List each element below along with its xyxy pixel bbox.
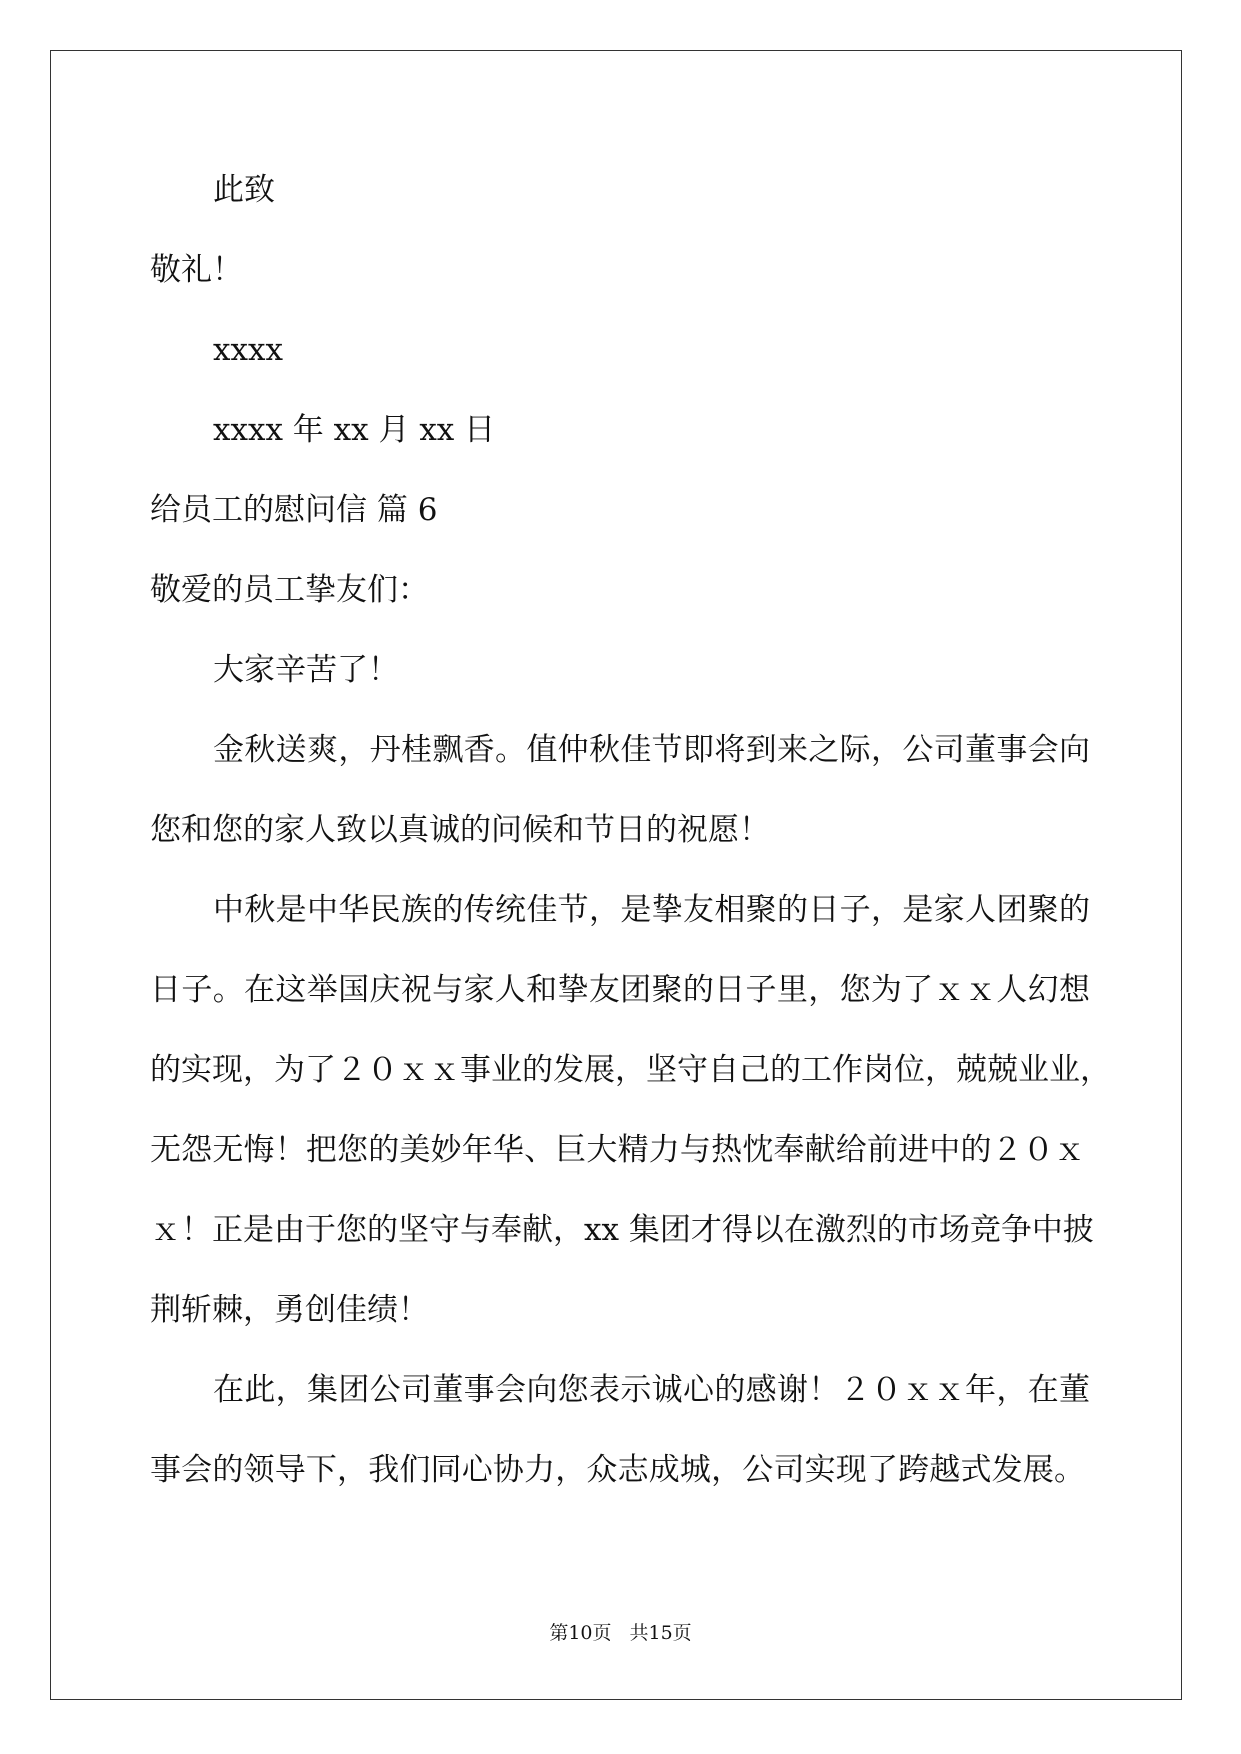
greeting: 敬爱的员工挚友们： — [150, 572, 429, 608]
paragraph-line: 您和您的家人致以真诚的问候和节日的祝愿！ — [150, 812, 770, 848]
paragraph-line: 日子。在这举国庆祝与家人和挚友团聚的日子里，您为了ｘｘ人幻想 — [150, 972, 1090, 1008]
paragraph-line: 无怨无悔！把您的美妙年华、巨大精力与热忱奉献给前进中的２０ｘ — [150, 1132, 1085, 1168]
closing-salutation: 此致 — [213, 172, 275, 208]
closing-regards: 敬礼！ — [150, 252, 243, 288]
paragraph-line: 中秋是中华民族的传统佳节，是挚友相聚的日子，是家人团聚的 — [213, 892, 1090, 928]
page-number: 第10页 — [549, 1622, 612, 1644]
date-line: xxxx 年 xx 月 xx 日 — [213, 412, 496, 448]
signature: xxxx — [213, 332, 283, 368]
paragraph-line: 荆斩棘，勇创佳绩！ — [150, 1292, 429, 1328]
section-heading: 给员工的慰问信 篇 6 — [150, 492, 438, 528]
page-total: 共15页 — [629, 1622, 692, 1644]
opening-line: 大家辛苦了！ — [213, 652, 399, 688]
paragraph-line: 在此，集团公司董事会向您表示诚心的感谢！２０ｘｘ年，在董 — [213, 1372, 1090, 1408]
paragraph-line: ｘ！正是由于您的坚守与奉献，xx 集团才得以在激烈的市场竞争中披 — [150, 1212, 1094, 1248]
paragraph-line: 事会的领导下，我们同心协力，众志成城，公司实现了跨越式发展。 — [150, 1452, 1085, 1488]
paragraph-line: 金秋送爽，丹桂飘香。值仲秋佳节即将到来之际，公司董事会向 — [213, 732, 1090, 768]
paragraph-line: 的实现，为了２０ｘｘ事业的发展，坚守自己的工作岗位，兢兢业业， — [150, 1052, 1111, 1088]
page-footer — [0, 1618, 1241, 1645]
